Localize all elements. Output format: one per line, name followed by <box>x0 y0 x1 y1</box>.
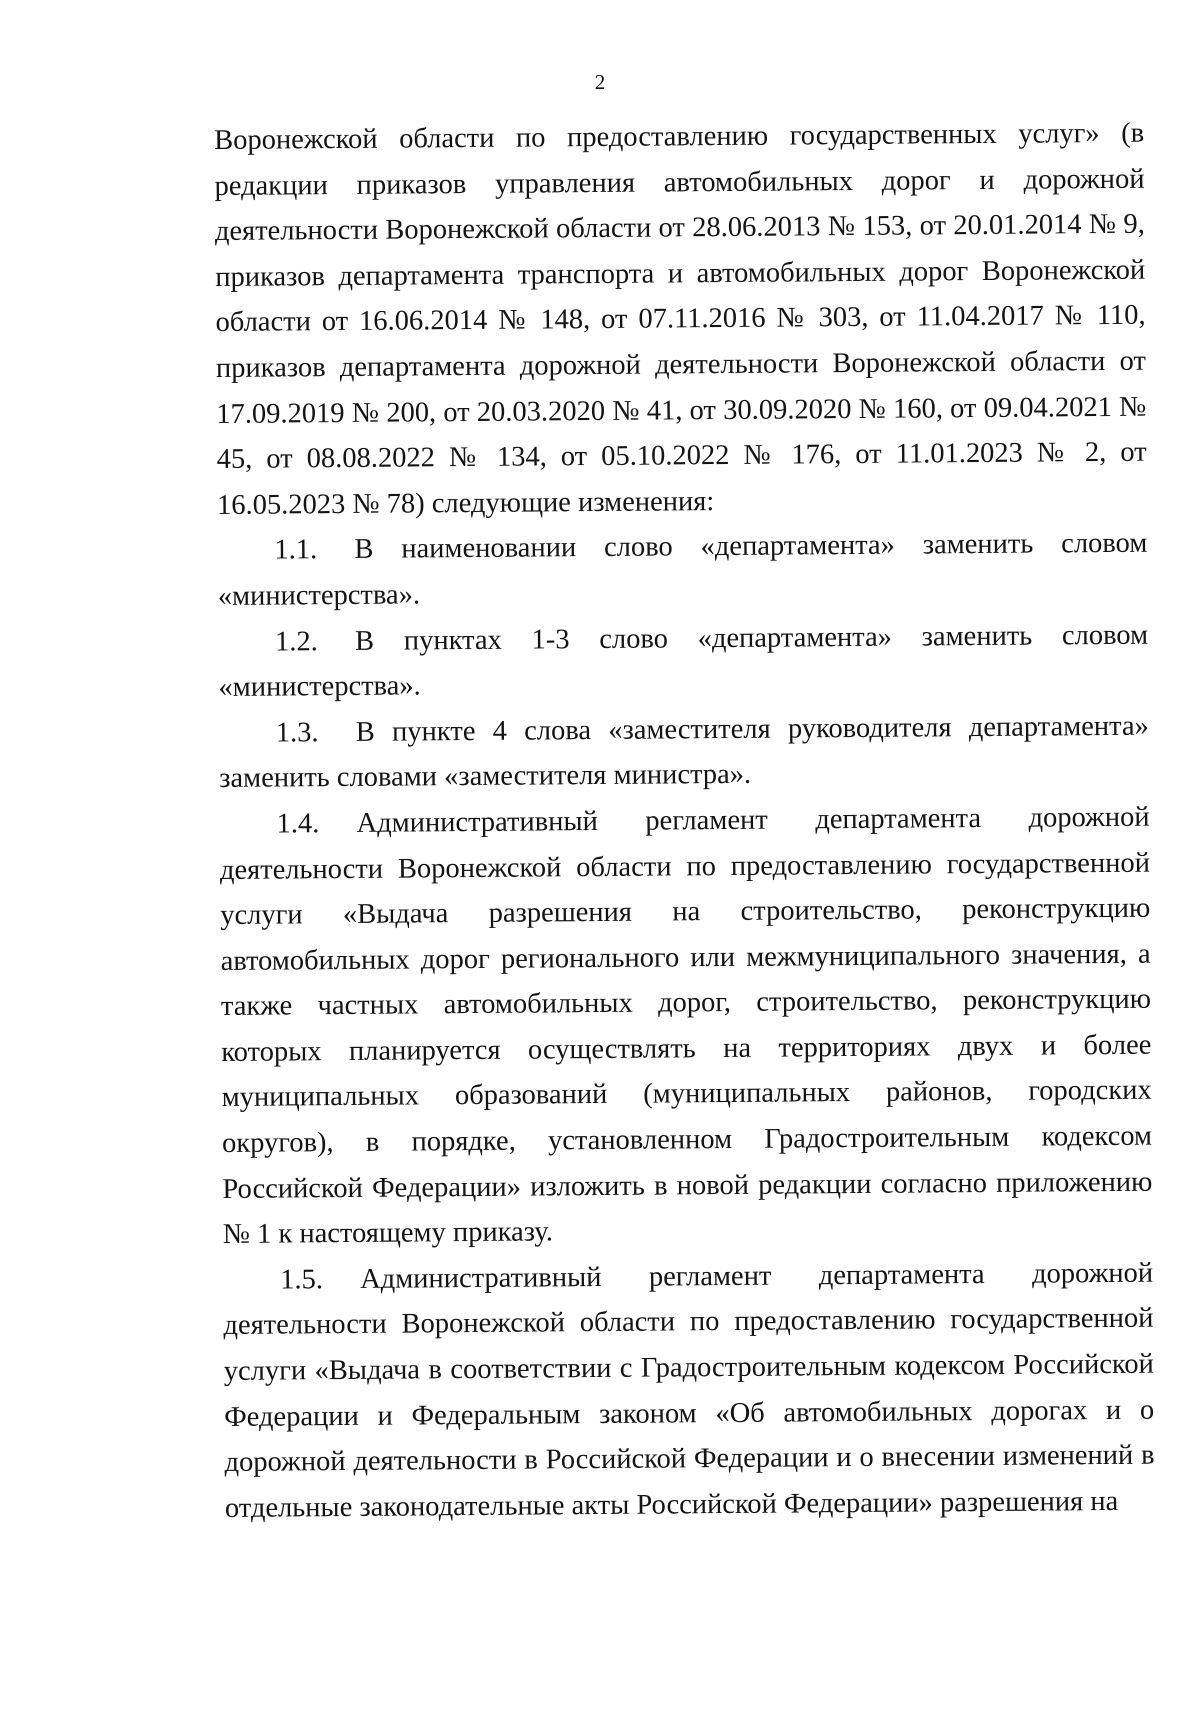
item-1-5 <box>223 1251 1155 1532</box>
item-number: 1.5. <box>280 1264 323 1296</box>
item-text: В пунктах 1-3 слово «департамента» заменить словом «министерства». <box>218 619 1149 704</box>
item-1-1 <box>217 521 1148 619</box>
item-1-3 <box>219 703 1150 801</box>
intro-paragraph: Воронежской области по предоставлению государственных услуг» (в редакции приказов управления автомобильных дорог и дорожной деятельности Воронежской области от 28.06.2013 № 153, от 20.01.2014 № 9, приказов департамента транспорта и автомобильных дорог Воронежской области от 16.06.2014 № 148, от 07.11.2016 № 303, от 11.04.2017 № 110, приказов департамента дорожной деятельности Воронежской области от 17.09.2019 № 200, от 20.03.2020 № 41, от 30.09.2020 № 160, от 09.04.2021 № 45, от 08.08.2022 № 134, от 05.10.2022 № 176, от 11.01.2023 № 2, от 16.05.2023 № 78) следующие изменения: <box>214 117 1147 521</box>
item-number: 1.2. <box>274 625 318 658</box>
item-number: 1.3. <box>275 716 319 749</box>
item-text: В наименовании слово «департамента» заменить словом «министерства». <box>217 528 1148 612</box>
item-text: В пункте 4 слова «заместителя руководителя департамента» заменить словами «заместителя министра». <box>219 710 1149 795</box>
item-1-4 <box>219 795 1153 1258</box>
item-text: Административный регламент департамента дорожной деятельности Воронежской области по предоставлению государственной услуги «Выдача в соответствии с Градостроительным кодексом Российской Федерации и Федеральным законом «Об автомобильных дорогах и о дорожной деятельности в Российской Федерации и о внесении изменений в отдельные законодательные акты Российской Федерации» разрешения на <box>223 1257 1155 1524</box>
item-1-2 <box>218 612 1149 710</box>
item-text: Административный регламент департамента дорожной деятельности Воронежской области по предоставлению государственной услуги «Выдача разрешения на строительство, реконструкцию автомобильных дорог регионального или межмуниципального значения, а также частных автомобильных дорог, строительство, реконструкцию которых планируется осуществлять на территориях двух и более муниципальных образований (муниципальных районов, городских округов), в порядке, установленном Градостроительным кодексом Российской Федерации» изложить в новой редакции согласно приложению № 1 к настоящему приказу. <box>219 801 1153 1251</box>
document-body <box>214 111 1155 1532</box>
item-number: 1.1. <box>274 534 318 566</box>
item-number: 1.4. <box>276 808 320 840</box>
page-number: 2 <box>594 70 606 94</box>
